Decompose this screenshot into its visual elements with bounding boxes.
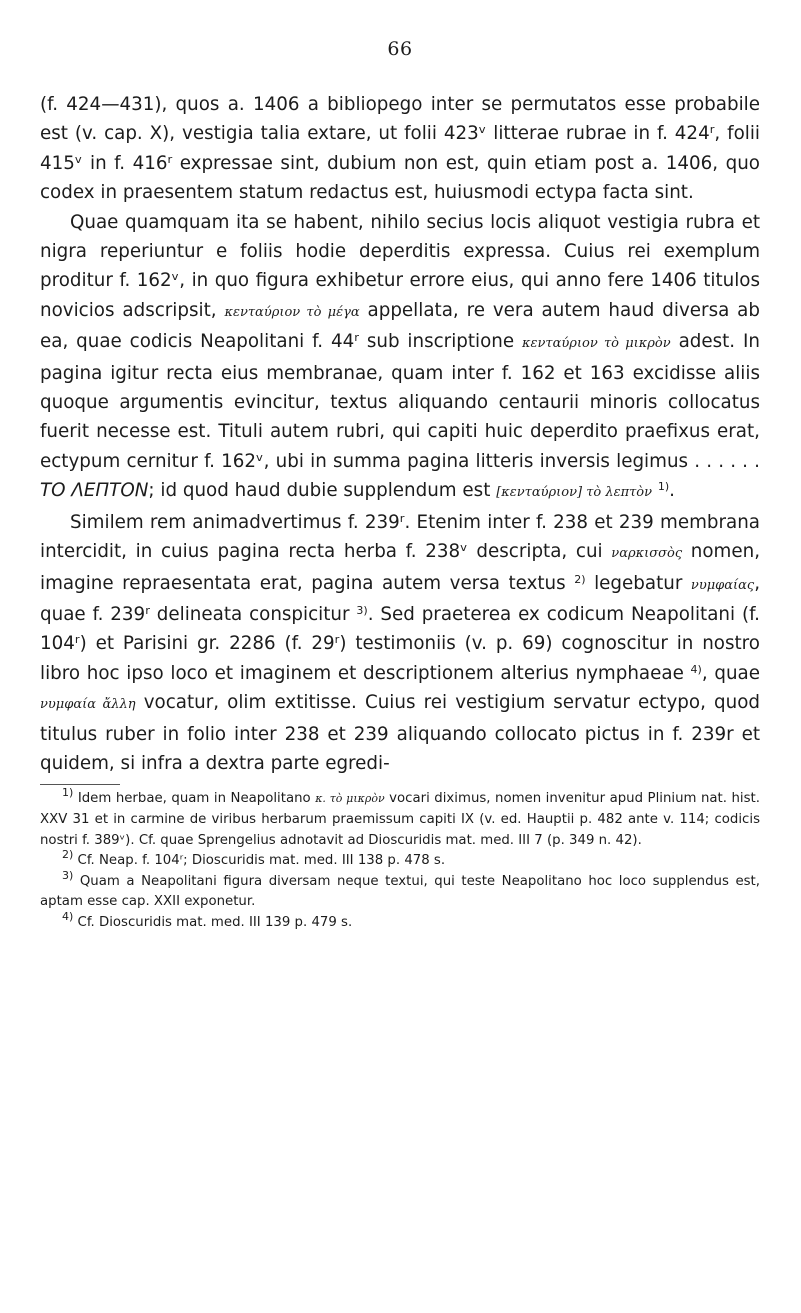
footnote-ref: 4) bbox=[690, 662, 702, 676]
paragraph-3: Similem rem animadvertimus f. 239ʳ. Etenim inter f. 238 et 239 membrana intercidit, in cuius pagina recta herba f. 238ᵛ descripta, cui ναρκισσὸς nomen, imagine repraesentata erat, pagina autem versa textus $^{2)}$ legebatur νυμφαίας, quae f. 239ʳ delineata conspicitur $^{3)}$. Sed praeterea ex codicum Neapolitani (f. 104ʳ) et Parisini gr. 2286 (f. 29ʳ) testimoniis (v. p. 69) cognoscitur in nostro libro hoc ipso loco et imaginem et descriptionem alterius nymphaeae $^{4)}$, quae νυμφαία ἄλλη vocatur, olim extitisse. Cuius rei vestigium servatur ectypo, quod titulus ruber in folio inter 238 et 239 aliquando collocato pictus in f. 239r et quidem, si infra a dextra parte egredi- bbox=[40, 511, 761, 774]
footnote-ref: 3) bbox=[356, 603, 368, 617]
page-number: 66 bbox=[387, 38, 413, 60]
footnote-ref: 1) bbox=[657, 480, 670, 494]
inverted-title: TO ΛΕΠΤΟΝ bbox=[40, 480, 149, 502]
greek-term: νυμφαία ἄλλη bbox=[40, 697, 136, 713]
greek-term: κενταύριον τὸ μικρὸν bbox=[522, 336, 671, 352]
footnotes bbox=[40, 786, 760, 933]
footnote-ref: 2) bbox=[574, 572, 586, 586]
greek-term: κενταύριον τὸ μέγα bbox=[224, 304, 360, 320]
footnote-divider bbox=[40, 784, 120, 785]
footnote-3: $^{3)}$ Quam a Neapolitani figura diversam neque textui, qui teste Neapolitano hoc loco supplendus est, aptam esse cap. XXII exponetur. bbox=[40, 868, 760, 910]
main-text bbox=[40, 90, 760, 778]
greek-term: νυμφαίας bbox=[690, 577, 755, 593]
footnote-2: $^{2)}$ Cf. Neap. f. 104ʳ; Dioscuridis mat. med. III 138 p. 478 s. bbox=[62, 848, 446, 869]
footnote-1: $^{1)}$ Idem herbae, quam in Neapolitano κ. τὸ μικρὸν vocari diximus, nomen invenitur apud Plinium nat. hist. XXV 31 et in carmine de viribus herbarum praemissum capiti IX (v. ed. Hauptii p. 482 ante v. 114; codicis nostri f. 389ᵛ). Cf. quae Sprengelius adnotavit ad Dioscuridis mat. med. III 7 (p. 349 n. 42). bbox=[40, 786, 760, 848]
document-page bbox=[40, 38, 760, 934]
footnote-4: $^{4)}$ Cf. Dioscuridis mat. med. III 139 p. 479 s. bbox=[62, 909, 353, 930]
paragraph-2: Quae quamquam ita se habent, nihilo secius locis aliquot vestigia rubra et nigra reperiuntur e foliis hodie deperditis expressa. Cuius rei exemplum proditur f. 162ᵛ, in quo figura exhibetur errore eius, qui anno fere 1406 titulos novicios adscripsit, κενταύριον τὸ μέγα appellata, re vera autem haud diversa ab ea, quae codicis Neapolitani f. 44ʳ sub inscriptione κενταύριον τὸ μικρὸν adest. In pagina igitur recta eius membranae, quam inter f. 162 et 163 excidisse aliis quoque argumentis evincitur, textus aliquando centaurii minoris collocatus fuerit necesse est. Tituli autem rubri, qui capiti huic deperdito praefixus erat, ectypum cernitur f. 162ᵛ, ubi in summa pagina litteris inversis legimus . . . . . . TO ΛΕΠΤΟΝ; id quod haud dubie supplendum est [κενταύριον] τὸ λεπτὸν $^{1)}$. bbox=[40, 211, 760, 502]
paragraph-1: (f. 424—431), quos a. 1406 a bibliopego inter se permutatos esse probabile est (v. cap. X), vestigia talia extare, ut folii 423ᵛ litterae rubrae in f. 424ʳ, folii 415ᵛ in f. 416ʳ expressae sint, dubium non est, quin etiam post a. 1406, quo codex in praesentem statum redactus est, huiusmodi ectypa facta sint. bbox=[40, 94, 760, 204]
greek-term: [κενταύριον] τὸ λεπτὸν bbox=[496, 485, 653, 501]
greek-term: ναρκισσὸς bbox=[611, 546, 683, 562]
